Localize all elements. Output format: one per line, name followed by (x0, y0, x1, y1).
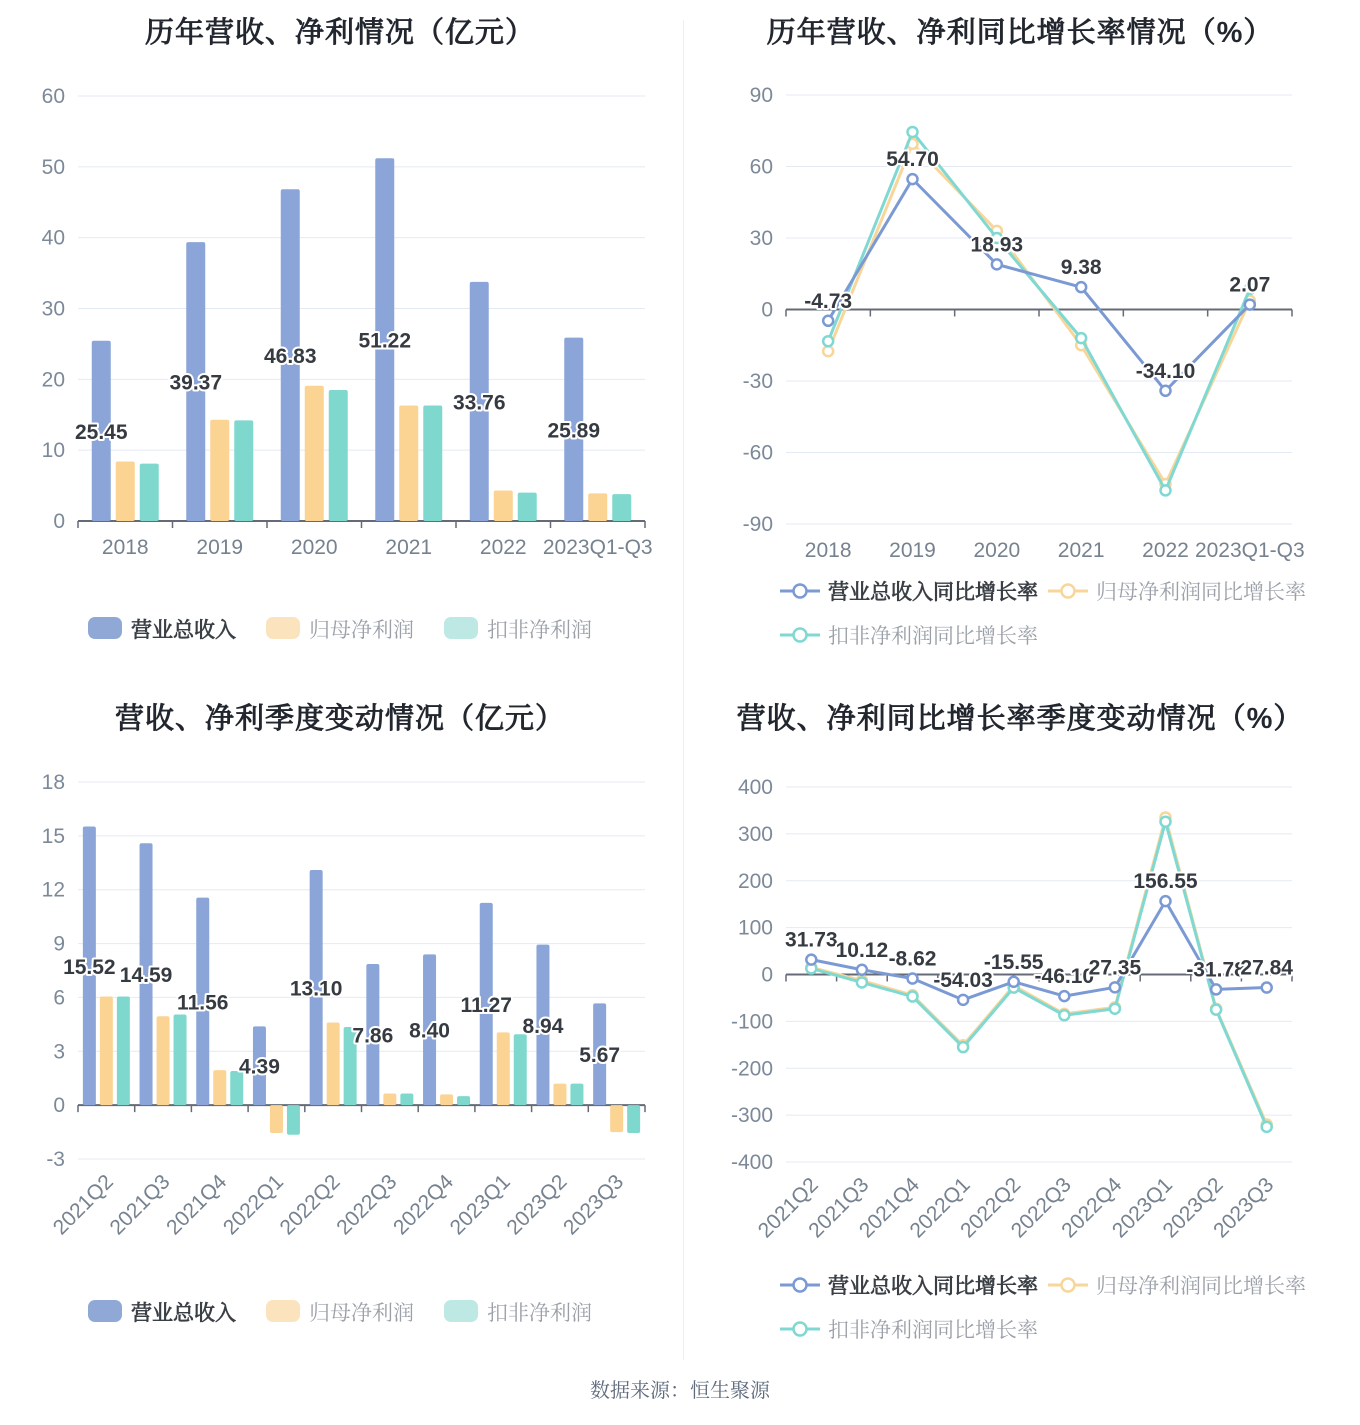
x-category-label: 2023Q1-Q3 (542, 536, 653, 559)
y-tick-label: 40 (41, 226, 65, 250)
legend-item-label: 营业总收入 (131, 619, 236, 642)
bar (287, 1105, 300, 1135)
bar (610, 1105, 623, 1132)
legend-item-归母净利润[interactable] (266, 617, 414, 642)
x-category-label: 2021Q4 (162, 1170, 232, 1240)
legend-item-营业总收入同比增长率[interactable] (780, 1274, 1038, 1298)
data-point (823, 346, 833, 356)
legend-marker-icon (794, 629, 807, 642)
bar (518, 493, 537, 521)
y-tick-label: -200 (730, 1057, 773, 1081)
y-tick-label: 90 (749, 84, 773, 107)
legend-item-归母净利润同比增长率[interactable] (1048, 581, 1306, 604)
x-category-label: 2020 (973, 539, 1021, 562)
legend-marker-icon (794, 1279, 807, 1292)
bar (100, 997, 113, 1106)
data-point (1161, 817, 1171, 827)
legend-item-label: 归母净利润 (309, 619, 414, 642)
legend-item-扣非净利润[interactable] (444, 617, 592, 642)
legend-item-归母净利润[interactable] (266, 1300, 414, 1325)
value-label: 54.70 (886, 148, 939, 172)
x-category-label: 2022Q3 (1006, 1173, 1076, 1243)
value-label: 2.07 (1229, 273, 1271, 297)
legend-item-营业总收入同比增长率[interactable] (780, 580, 1038, 604)
data-point (1161, 485, 1171, 495)
x-category-label: 2023Q3 (1209, 1173, 1279, 1243)
bar (457, 1096, 470, 1105)
value-label: 7.86 (352, 1024, 394, 1048)
x-category-labels (805, 539, 1305, 562)
x-category-label: 2020 (290, 536, 338, 559)
bar (570, 1084, 583, 1106)
y-tick-label: 400 (737, 776, 773, 799)
legend-item-营业总收入[interactable] (88, 617, 236, 642)
legend-marker-icon (794, 1323, 807, 1336)
bar (627, 1105, 640, 1133)
y-tick-label: 50 (41, 155, 65, 179)
x-category-labels (102, 536, 653, 559)
x-category-label: 2021Q2 (753, 1173, 823, 1243)
legend-marker-icon (794, 585, 807, 598)
value-label: -15.55 (983, 950, 1044, 974)
data-point (1211, 984, 1221, 994)
x-category-label: 2022Q4 (1057, 1173, 1127, 1243)
x-category-label: 2023Q3 (559, 1170, 629, 1240)
legend-marker-icon (1062, 585, 1075, 598)
x-category-label: 2021Q4 (854, 1173, 925, 1243)
data-point (823, 316, 833, 326)
x-category-label: 2021Q3 (105, 1170, 175, 1240)
data-point (823, 336, 833, 346)
value-label: 14.59 (119, 964, 173, 988)
chart-panel-quarterly-values (0, 680, 680, 1380)
value-label: 31.73 (785, 928, 838, 952)
bar (270, 1105, 283, 1133)
legend-swatch (444, 617, 478, 639)
x-category-label: 2021Q2 (48, 1170, 118, 1240)
bar (497, 1032, 510, 1105)
bar (174, 1014, 187, 1105)
value-label: 13.10 (289, 977, 343, 1001)
x-category-label: 2018 (101, 536, 149, 559)
y-tick-label: 200 (737, 869, 773, 893)
line-value-labels (804, 148, 1270, 383)
y-tick-label: 300 (737, 822, 773, 846)
value-label: 51.22 (358, 329, 412, 353)
data-point (1059, 991, 1069, 1001)
value-label: 25.45 (74, 420, 128, 444)
value-label: -34.10 (1135, 359, 1196, 383)
legend-item-label: 营业总收入同比增长率 (828, 581, 1038, 604)
y-tick-label: -30 (742, 370, 773, 393)
x-category-label: 2022Q2 (275, 1170, 345, 1240)
value-label: 33.76 (452, 391, 506, 415)
y-tick-label: 18 (41, 771, 65, 794)
y-tick-label: 3 (53, 1040, 65, 1064)
x-category-label: 2023Q2 (1158, 1173, 1228, 1243)
y-tick-label: 100 (737, 916, 773, 940)
value-label: 27.84 (1240, 956, 1293, 980)
legend-swatch (266, 617, 300, 639)
legend-item-归母净利润同比增长率[interactable] (1048, 1275, 1306, 1298)
x-axis (786, 310, 1292, 317)
y-tick-label: 12 (41, 878, 65, 902)
value-label: 39.37 (169, 371, 223, 395)
y-tick-label: -90 (742, 513, 773, 536)
value-label: 27.35 (1088, 956, 1142, 980)
legend-item-扣非净利润同比增长率[interactable] (780, 625, 1038, 648)
bar (157, 1016, 170, 1105)
value-label: -8.62 (888, 947, 937, 971)
data-point (1076, 282, 1086, 292)
value-label: 8.94 (522, 1014, 564, 1038)
legend-swatch (88, 1300, 122, 1322)
data-point (908, 127, 918, 137)
legend-item-label: 扣非净利润同比增长率 (828, 625, 1038, 648)
data-point (1245, 300, 1255, 310)
legend-item-label: 扣非净利润 (487, 619, 592, 642)
x-category-labels (49, 1170, 628, 1239)
data-point (857, 977, 867, 987)
value-label: 11.56 (177, 991, 229, 1015)
data-point (806, 955, 816, 965)
x-category-label: 2022Q2 (956, 1173, 1026, 1243)
x-category-label: 2022Q1 (905, 1173, 975, 1243)
bar (305, 386, 324, 521)
chart-panel-annual-values (0, 0, 680, 680)
y-tick-label: 15 (41, 824, 65, 848)
x-category-label: 2019 (889, 539, 936, 562)
y-tick-label: -60 (742, 441, 773, 465)
legend-item-label: 扣非净利润同比增长率 (828, 1319, 1038, 1342)
x-category-label: 2023Q1 (1107, 1173, 1178, 1243)
value-label: 46.83 (263, 345, 317, 369)
data-source-caption: 数据来源：恒生聚源 (590, 1380, 770, 1402)
quarterly-growth-plot (680, 680, 1360, 1380)
chart-title-annual-growth: 历年营收、净利同比增长率情况（%） (766, 17, 1274, 49)
value-label: 9.38 (1060, 256, 1102, 280)
x-category-label: 2021Q3 (804, 1173, 874, 1243)
bar (400, 1093, 413, 1105)
legend-item-扣非净利润[interactable] (444, 1300, 592, 1325)
legend-swatch (444, 1300, 478, 1322)
y-tick-label: 10 (41, 439, 65, 463)
bar (329, 390, 348, 521)
data-point (1161, 896, 1171, 906)
bar (140, 464, 159, 521)
data-point (958, 1042, 968, 1052)
data-point (1059, 1010, 1069, 1020)
value-label: 10.12 (835, 938, 889, 962)
bar (399, 406, 418, 521)
value-label: 18.93 (970, 233, 1024, 257)
y-tick-label: 0 (761, 963, 773, 987)
x-category-labels (754, 1173, 1279, 1242)
x-category-label: 2022Q4 (388, 1170, 459, 1240)
value-label: -4.73 (804, 289, 853, 313)
value-label: -31.78 (1186, 958, 1246, 982)
chart-title-annual-values: 历年营收、净利情况（亿元） (144, 17, 535, 49)
bar (440, 1094, 453, 1105)
value-label: 11.27 (460, 993, 512, 1017)
y-tick-label: -300 (730, 1104, 773, 1128)
legend-swatch (88, 617, 122, 639)
y-tick-label: -100 (730, 1010, 773, 1034)
y-tick-label: 20 (41, 368, 65, 392)
data-point (1262, 1122, 1272, 1132)
data-point (857, 965, 867, 975)
x-category-label: 2021 (1057, 539, 1105, 562)
data-point (1262, 983, 1272, 993)
x-category-label: 2022Q1 (218, 1170, 288, 1240)
legend-item-label: 归母净利润同比增长率 (1096, 1275, 1306, 1298)
value-label: 8.40 (409, 1019, 450, 1043)
y-tick-label: 0 (53, 510, 65, 533)
x-category-label: 2023Q1-Q3 (1194, 539, 1305, 562)
data-point (992, 259, 1002, 269)
legend-item-label: 营业总收入 (131, 1302, 236, 1325)
bar (117, 997, 130, 1106)
data-point (1161, 386, 1171, 396)
legend-item-label: 营业总收入同比增长率 (828, 1275, 1038, 1298)
bar (423, 406, 442, 521)
x-category-label: 2022 (1142, 539, 1189, 562)
chart-title-quarterly-growth: 营收、净利同比增长率季度变动情况（%） (736, 703, 1304, 735)
value-label: 5.67 (579, 1044, 621, 1068)
data-point (908, 174, 918, 184)
x-category-label: 2018 (804, 539, 852, 562)
bar (116, 462, 135, 522)
y-tick-label: 30 (749, 227, 773, 250)
bar (383, 1093, 396, 1105)
legend-swatch (266, 1300, 300, 1322)
bar (213, 1070, 226, 1105)
legend-item-label: 扣非净利润 (487, 1302, 592, 1325)
chart-panel-quarterly-growth (680, 680, 1360, 1380)
value-label: 4.39 (239, 1055, 280, 1079)
legend-item-label: 归母净利润 (309, 1302, 414, 1325)
bar (234, 420, 253, 521)
data-point (1076, 333, 1086, 343)
x-category-label: 2023Q1 (445, 1170, 515, 1240)
data-point (908, 974, 918, 984)
x-axis (78, 1105, 645, 1112)
chart-title-quarterly-values: 营收、净利季度变动情况（亿元） (114, 703, 565, 735)
bar (210, 420, 229, 521)
bar (588, 493, 607, 521)
legend-item-营业总收入[interactable] (88, 1300, 236, 1325)
value-label: 15.52 (63, 955, 116, 979)
x-category-label: 2019 (196, 536, 244, 559)
bar (514, 1034, 527, 1105)
y-tick-label: 30 (41, 297, 65, 321)
y-tick-label: 0 (53, 1094, 65, 1118)
y-tick-label: 0 (761, 298, 773, 322)
value-label: -54.03 (933, 968, 993, 992)
y-tick-label: -3 (46, 1148, 65, 1171)
bar (553, 1084, 566, 1106)
x-axis (78, 521, 645, 528)
y-tick-label: 60 (749, 155, 773, 179)
data-point (1110, 1004, 1120, 1014)
legend-item-扣非净利润同比增长率[interactable] (780, 1319, 1038, 1342)
bar (494, 491, 513, 521)
x-category-label: 2021 (385, 536, 433, 559)
y-tick-label: 6 (53, 986, 65, 1010)
annual-values-plot (0, 0, 680, 680)
data-point (1211, 1005, 1221, 1015)
annual-growth-plot (680, 0, 1360, 680)
data-point (908, 992, 918, 1002)
bar (327, 1023, 340, 1106)
value-label: -46.10 (1034, 965, 1095, 989)
x-category-label: 2023Q2 (502, 1170, 572, 1240)
value-label: 25.89 (547, 419, 601, 443)
bar (612, 494, 631, 521)
chart-panel-annual-growth (680, 0, 1360, 680)
x-category-label: 2022Q3 (332, 1170, 402, 1240)
value-label: 156.55 (1133, 870, 1198, 894)
legend-marker-icon (1062, 1279, 1075, 1292)
data-point (1009, 977, 1019, 987)
quarterly-values-plot (0, 680, 680, 1380)
y-tick-label: -400 (730, 1151, 773, 1174)
y-tick-label: 9 (53, 932, 65, 956)
data-point (1110, 982, 1120, 992)
x-category-label: 2022 (479, 536, 527, 559)
y-tick-label: 60 (41, 85, 65, 108)
legend-item-label: 归母净利润同比增长率 (1096, 581, 1306, 604)
data-point (958, 995, 968, 1005)
